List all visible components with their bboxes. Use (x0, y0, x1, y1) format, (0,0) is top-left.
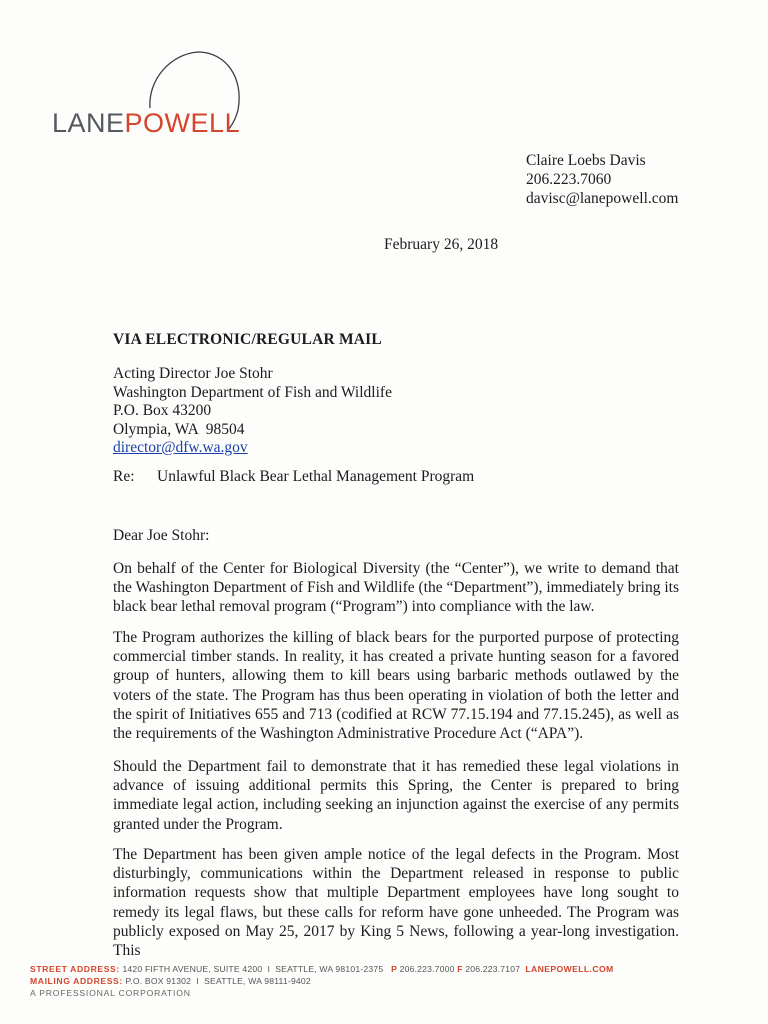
logo-wordmark (52, 108, 240, 139)
subject-label: Re: (113, 468, 135, 485)
body-paragraph-1: On behalf of the Center for Biological Diversity (the “Center”), we write to demand that the Washington Department of Fish and Wildlife (the “Department”), immediately bring its black bear lethal removal program (“Program”) into compliance with the law. (113, 560, 679, 616)
recipient-line-4: Olympia, WA 98504 (113, 420, 245, 438)
letterhead-footer (30, 963, 614, 999)
subject-line (113, 468, 474, 486)
recipient-address (113, 365, 392, 458)
delivery-method: VIA ELECTRONIC/REGULAR MAIL (113, 331, 382, 348)
sender-block (526, 151, 678, 208)
footer-line-mailing (30, 975, 614, 987)
mailing-address: P.O. BOX 91302 I SEATTLE, WA 98111-9402 (125, 976, 311, 986)
footer-website-link[interactable]: LANEPOWELL.COM (525, 964, 614, 974)
mailing-label: MAILING ADDRESS: (30, 976, 123, 986)
sender-phone: 206.223.7060 (526, 171, 612, 188)
logo-text-powell: POWELL (124, 108, 241, 138)
recipient-line-2: Washington Department of Fish and Wildlife (113, 383, 392, 401)
phone-label: P (391, 964, 398, 974)
lane-powell-logo (30, 50, 250, 140)
recipient-line-1: Acting Director Joe Stohr (113, 365, 273, 382)
street-label: STREET ADDRESS: (30, 964, 120, 974)
recipient-line-3: P.O. Box 43200 (113, 402, 212, 419)
sender-email: davisc@lanepowell.com (526, 190, 679, 207)
letter-date: February 26, 2018 (384, 236, 499, 253)
fax-label: F (457, 964, 463, 974)
footer-phone: 206.223.7000 (399, 964, 455, 974)
sender-name: Claire Loebs Davis (526, 152, 646, 169)
footer-line-street (30, 963, 614, 975)
logo-text-lane: LANE (52, 108, 125, 138)
recipient-email-link[interactable]: director@dfw.wa.gov (113, 439, 248, 456)
salutation: Dear Joe Stohr: (113, 527, 210, 544)
body-paragraph-2: The Program authorizes the killing of black bears for the purported purpose of protecting commercial timber stands. In reality, it has created a private hunting season for a favored group of hunters, allowing them to kill bears using barbaric methods outlawed by the voters of the state. The Program has thus been operating in violation of both the letter and the spirit of Initiatives 655 and 713 (codified at RCW 77.15.194 and 77.15.245), as well as the requirements of the Washington Administrative Procedure Act (“APA”). (113, 629, 679, 743)
footer-fax: 206.223.7107 (465, 964, 521, 974)
subject-text: Unlawful Black Bear Lethal Management Program (157, 468, 475, 485)
body-paragraph-4: The Department has been given ample notice of the legal defects in the Program. Most disturbingly, communications within the Department released in response to public information requests show that multiple Department employees have long sought to remedy its legal flaws, but these calls for reform have gone unheeded. The Program was publicly exposed on May 25, 2017 by King 5 News, following a year-long investigation. This (113, 846, 679, 960)
street-address: 1420 FIFTH AVENUE, SUITE 4200 I SEATTLE, WA 98101-2375 (122, 964, 384, 974)
footer-corporation: A PROFESSIONAL CORPORATION (30, 988, 191, 998)
body-paragraph-3: Should the Department fail to demonstrate that it has remedied these legal violations in advance of issuing additional permits this Spring, the Center is prepared to bring immediate legal action, including seeking an injunction against the exercise of any permits granted under the Program. (113, 758, 679, 833)
